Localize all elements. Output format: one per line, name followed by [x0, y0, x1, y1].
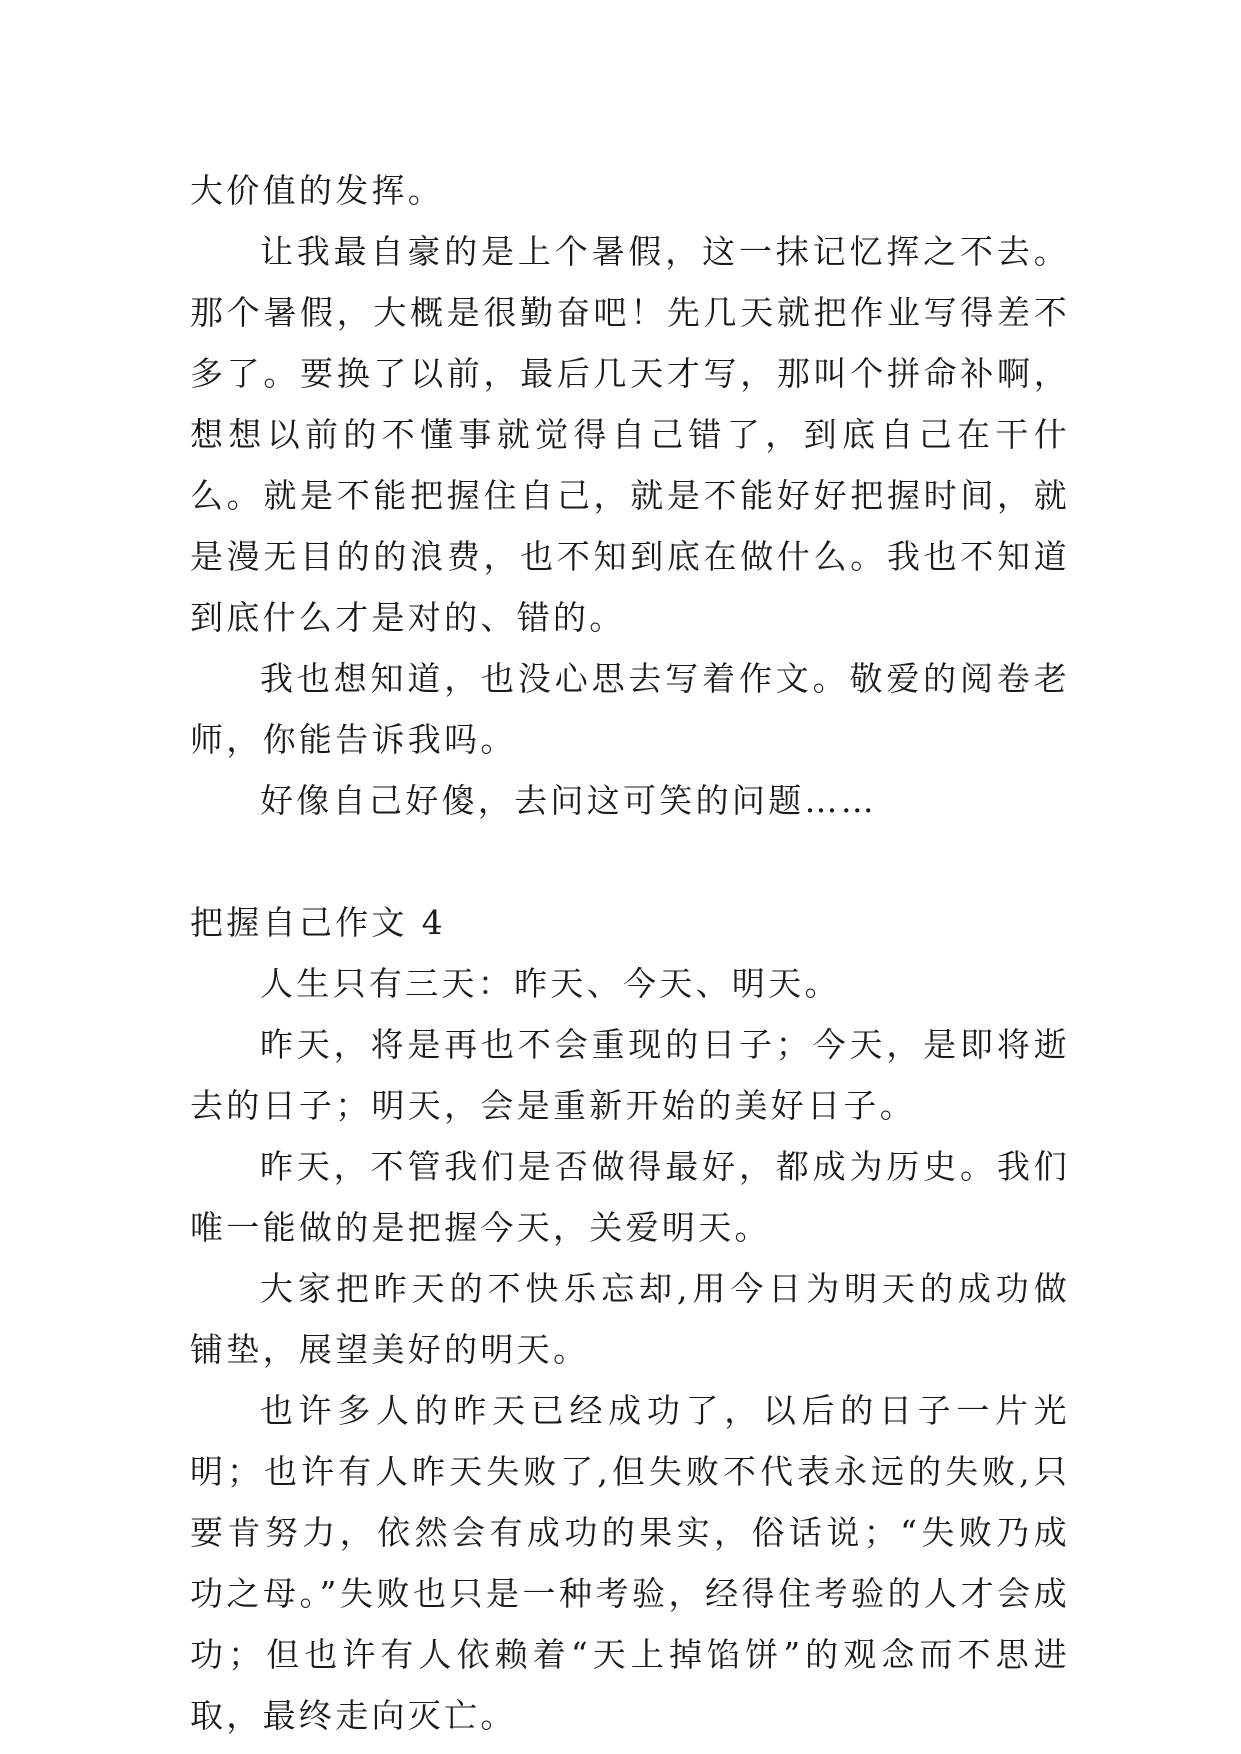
paragraph: 让我最自豪的是上个暑假，这一抹记忆挥之不去。那个暑假，大概是很勤奋吧！先几天就把作业写得差不多了。要换了以前，最后几天才写，那叫个拼命补啊，想想以前的不懂事就觉得自己错了，到底自己在干什么。就是不能把握住自己，就是不能好好把握时间，就是漫无目的的浪费，也不知到底在做什么。我也不知道到底什么才是对的、错的。 — [190, 232, 1070, 637]
paragraph: 我也想知道，也没心思去写着作文。敬爱的阅卷老师，你能告诉我吗。 — [190, 659, 1070, 759]
paragraph: 昨天，将是再也不会重现的日子；今天，是即将逝去的日子；明天，会是重新开始的美好日子。 — [190, 1025, 1070, 1125]
section-heading: 把握自己作文 4 — [190, 903, 446, 942]
paragraph: 好像自己好傻，去问这可笑的问题…… — [260, 781, 878, 820]
paragraph: 也许多人的昨天已经成功了，以后的日子一片光明；也许有人昨天失败了,但失败不代表永远的失败,只要肯努力，依然会有成功的果实，俗话说；“失败乃成功之母。”失败也只是一种考验，经得住考验的人才会成功；但也许有人依赖着“天上掉馅饼”的观念而不思进取，最终走向灭亡。 — [190, 1391, 1070, 1735]
paragraph: 大家把昨天的不快乐忘却,用今日为明天的成功做铺垫，展望美好的明天。 — [190, 1269, 1070, 1369]
paragraph: 大价值的发挥。 — [190, 171, 445, 210]
paragraph: 昨天，不管我们是否做得最好，都成为历史。我们唯一能做的是把握今天，关爱明天。 — [190, 1147, 1070, 1247]
paragraph: 人生只有三天：昨天、今天、明天。 — [260, 964, 841, 1003]
document-body — [190, 160, 1070, 1746]
